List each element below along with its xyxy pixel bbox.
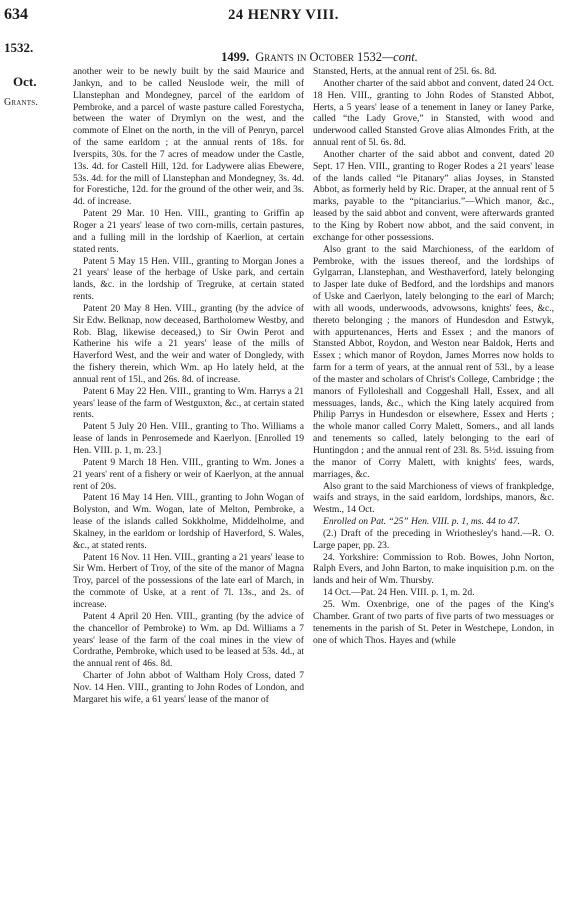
right-paragraph: Another charter of the said abbot and convent, dated 20 Sept. 17 Hen. VIII., granting to Roger Rodes a 21 years' lease of the lands called “le Pitanary” alias Joyses, in Stansted Abbot, as formerly held by Ric. Draper, at the annual rent of 5 marks, payable to the “pitanciarius.”—Which manor, &c., leased by the said abbot and convent, were afterwards granted to the King by Robert now abbot, and the said convent, in exchange for other possessions. [313, 148, 554, 243]
date-note: 14 Oct.—Pat. 24 Hen. VIII. p. 1, m. 2d. [323, 587, 475, 599]
left-paragraph: another weir to be newly built by the said Maurice and Jankyn, and to be called Neuslode weir, the mill of Llanstephan and Mondegney, parcel of the earldom of Pembroke, and a parcel of waste pasture called Forestycha, between the water of Drymlyn on the west, and the commote of Elnet on the north, in the vill of Penryn, parcel of the same earldom ; at the annual rents of 18s. for Iverspits, 30s. for the 7 acres of meadow under the Castle, 13s. 4d. for Castell Hill, 12d. for Ladywere alias Ebewere, 53s. 4d. for the mill of Llanstephan and Mondegney, 3s. 4d. for Forestiche, 12d. for the ground of the other weir, and 3s. 4d. of increase. [73, 66, 304, 208]
left-column [73, 66, 304, 706]
running-title: 24 HENRY VIII. [228, 7, 339, 23]
margin-month: Oct. [13, 74, 37, 89]
right-paragraph: Another charter of the said abbot and convent, dated 24 Oct. 18 Hen. VIII., granting to John Rodes of Stansted Abbot, Herts, a 5 years' lease of a tenement in Ianey or Ianey Parke, called “the Lady Grove,” in Stansted, with wood and underwood called Stansted Grove alias Almondes Frith, at the annual rent of 5l. 6s. 8d. [313, 77, 554, 149]
right-paragraph: Stansted, Herts, at the annual rent of 25l. 6s. 8d. [313, 66, 497, 77]
enrolment-note: Enrolled on Pat. “25” Hen. VIII. p. 1, ms. 44 to 47. [323, 516, 520, 528]
left-paragraph: Patent 29 Mar. 10 Hen. VIII., granting to Griffin ap Roger a 21 years' lease of two corn-mills, certain pastures, and a fulling mill in the lordship of Kaerlion, at certain stated rents. [73, 208, 304, 255]
left-paragraph: Patent 16 May 14 Hen. VIII., granting to John Wogan of Bolyston, and Wm. Wogan, late of Melton, Pembroke, a lease of the islands called Sokkholme, Middelholme, and Skalney, in the earldom or lordship of Haverford, S. Wales, &c., at stated rents. [73, 492, 304, 551]
entry-heading [72, 50, 567, 65]
left-paragraph: Patent 20 May 8 Hen. VIII., granting (by the advice of Sir Edw. Belknap, now deceased, Bartholomew Westby, and Rob. Blag, likewise deceased,) to Sir Owin Perot and Katherine his wife a 21 years' lease of the mills of Haverford West, and the weir and water of Dongledy, with the fishery therein, which Wm. ap Ho lately held, at the annual rent of 15l., and 26s. 8d. of increase. [73, 302, 304, 385]
left-paragraph: Patent 5 May 15 Hen. VIII., granting to Morgan Jones a 21 years' lease of the herbage of Uske park, and certain lands, &c. in the lordship of Tregruke, at certain stated rents. [73, 255, 304, 303]
right-column [313, 66, 554, 646]
entry-continuation: —cont. [382, 50, 418, 64]
margin-year: 1532. [4, 40, 34, 55]
left-paragraph: Charter of John abbot of Waltham Holy Cross, dated 7 Nov. 14 Hen. VIII., granting to John Rodes of London, and Margaret his wife, a 61 years' lease of the manor of [73, 670, 304, 705]
left-paragraph: Patent 9 March 18 Hen. VIII., granting to Wm. Jones a 21 years' rent of a fishery or weir of Kaerlyon, at the annual rent of 20s. [73, 456, 304, 492]
right-paragraph: Also grant to the said Marchioness of views of frankpledge, waifs and strays, in the said earldom, lordships, manors, &c. Westm., 14 Oct. [313, 480, 554, 516]
left-paragraph: Patent 16 Nov. 11 Hen. VIII., granting a 21 years' lease to Sir Wm. Herbert of Troy, of the site of the manor of Magna Troy, parcel of the possessions of the late earl of March, in the commote of Uske, at a rent of 7l. 13s., and 2s. of increase. [73, 551, 304, 610]
entry-title-text: Grants in October 1532 [255, 50, 383, 64]
left-paragraph: Patent 5 July 20 Hen. VIII., granting to Tho. Williams a lease of lands in Penrosemede and Kaerlyon. [Enrolled 19 Hen. VIII. p. 1, m. 23.] [73, 421, 304, 456]
entry-number: 1499. [221, 50, 250, 64]
right-paragraph: Also grant to the said Marchioness, of the earldom of Pembroke, with the issues thereof, and the lordships of Gylgarran, Llanstephan, and Westhaverford, lately belonging to Jasper late duke of Bedford, and the lordships and manors of Uske and Caerlyon, lately belonging to the earl of March; with all woods, underwoods, advowsons, knights' fees, &c., thereto belonging ; the manors of Hundesdon and Estwyk, with appurtenances, Herts and Essex ; and the manors of Stansted Abbot, Roydon, and Weston near Baldok, Herts and Essex ; which manor of Roydon, James Morres now holds to farm for a term of years, at the annual rent of 53l., by a lease of the master and scholars of Christ's College, Cambridge ; the manors of Fylloleshall and Coggeshall Hall, Essex, and all messuages, lands, &c., which the King lately acquired from Philip Parrys in Hundesdon or elsewhere, Essex and Herts ; the whole manor called Corry Malett, Somers., and all lands and tenements so called, lately belonging to the earl of Huntingdon ; and the annual rent of 23l. 8s. 5½d. issuing from the manor of Corry Malett, with knights' fees, wards, marriages, &c. [313, 243, 554, 480]
right-paragraph: (2.) Draft of the preceding in Wriothesley's hand.—R. O. Large paper, pp. 23. [313, 527, 554, 551]
margin-section: Grants. [4, 97, 39, 108]
right-paragraph: 25. Wm. Oxenbrige, one of the pages of the King's Chamber. Grant of two parts of five parts of two messuages or tenements in the parish of St. Peter in Westchepe, London, in one of which Thos. Hayes and (while [313, 598, 554, 646]
left-paragraph: Patent 4 April 20 Hen. VIII., granting (by the advice of the chancellor of Pembroke) to Wm. ap Dd. Williams a 7 years' lease of the farm of the coal mines in the view of Cordrathe, Pembroke, which used to be leased at 53s. 4d., at the annual rent of 46s. 8d. [73, 610, 304, 670]
right-paragraph: 24. Yorkshire: Commission to Rob. Bowes, John Norton, Ralph Evers, and John Barton, to make inquisition p.m. on the lands and heir of Wm. Thursby. [313, 551, 554, 587]
page-number: 634 [4, 6, 28, 23]
left-paragraph: Patent 6 May 22 Hen. VIII., granting to Wm. Harrys a 21 years' lease of the farm of Westguxton, &c., at certain stated rents. [73, 385, 304, 421]
